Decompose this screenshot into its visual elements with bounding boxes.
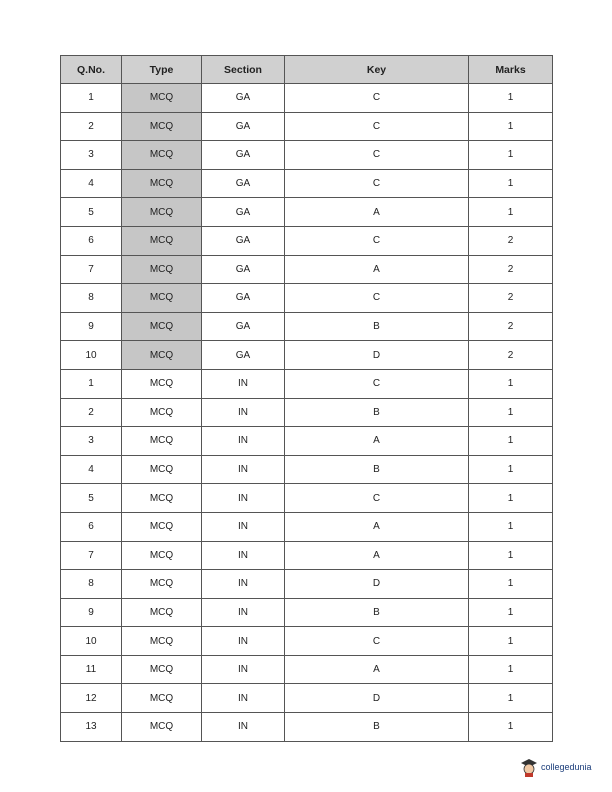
table-row [61, 112, 553, 141]
cell-qno: 11 [61, 655, 122, 684]
table-row [61, 484, 553, 513]
cell-marks: 1 [469, 369, 553, 398]
cell-key: C [285, 169, 469, 198]
cell-marks: 2 [469, 226, 553, 255]
cell-section: GA [202, 312, 285, 341]
table-row [61, 570, 553, 599]
cell-marks: 1 [469, 570, 553, 599]
cell-type: MCQ [122, 226, 202, 255]
cell-key: C [285, 369, 469, 398]
cell-qno: 10 [61, 341, 122, 370]
cell-type: MCQ [122, 369, 202, 398]
cell-section: IN [202, 369, 285, 398]
cell-type: MCQ [122, 512, 202, 541]
cell-section: IN [202, 655, 285, 684]
cell-section: GA [202, 341, 285, 370]
cell-qno: 2 [61, 112, 122, 141]
table-row [61, 427, 553, 456]
cell-qno: 10 [61, 627, 122, 656]
cell-section: IN [202, 455, 285, 484]
cell-section: IN [202, 398, 285, 427]
cell-qno: 3 [61, 141, 122, 170]
cell-section: GA [202, 84, 285, 113]
table-row [61, 684, 553, 713]
table-row [61, 226, 553, 255]
cell-key: D [285, 684, 469, 713]
table-row [61, 598, 553, 627]
cell-type: MCQ [122, 141, 202, 170]
cell-qno: 8 [61, 570, 122, 599]
cell-key: A [285, 255, 469, 284]
cell-qno: 8 [61, 284, 122, 313]
cell-marks: 1 [469, 427, 553, 456]
table-row [61, 255, 553, 284]
cell-qno: 3 [61, 427, 122, 456]
table-row [61, 627, 553, 656]
cell-marks: 1 [469, 627, 553, 656]
cell-type: MCQ [122, 427, 202, 456]
table-row [61, 141, 553, 170]
cell-type: MCQ [122, 255, 202, 284]
cell-marks: 1 [469, 655, 553, 684]
cell-key: C [285, 284, 469, 313]
cell-key: B [285, 598, 469, 627]
cell-section: IN [202, 684, 285, 713]
cell-marks: 2 [469, 284, 553, 313]
cell-type: MCQ [122, 713, 202, 742]
cell-type: MCQ [122, 484, 202, 513]
cell-marks: 2 [469, 255, 553, 284]
cell-section: IN [202, 627, 285, 656]
cell-key: B [285, 312, 469, 341]
cell-type: MCQ [122, 541, 202, 570]
cell-qno: 12 [61, 684, 122, 713]
cell-key: B [285, 398, 469, 427]
table-header-row [61, 56, 553, 84]
cell-key: D [285, 341, 469, 370]
cell-marks: 1 [469, 84, 553, 113]
cell-type: MCQ [122, 198, 202, 227]
header-key: Key [285, 56, 469, 84]
cell-marks: 1 [469, 455, 553, 484]
cell-type: MCQ [122, 84, 202, 113]
table-row [61, 398, 553, 427]
table-row [61, 713, 553, 742]
cell-key: C [285, 484, 469, 513]
cell-marks: 1 [469, 169, 553, 198]
cell-qno: 13 [61, 713, 122, 742]
cell-key: C [285, 84, 469, 113]
cell-key: B [285, 713, 469, 742]
cell-qno: 7 [61, 255, 122, 284]
cell-marks: 1 [469, 112, 553, 141]
cell-key: A [285, 198, 469, 227]
answer-key-table [60, 55, 553, 742]
cell-section: GA [202, 169, 285, 198]
cell-qno: 7 [61, 541, 122, 570]
cell-key: B [285, 455, 469, 484]
cell-key: A [285, 512, 469, 541]
cell-marks: 1 [469, 598, 553, 627]
cell-type: MCQ [122, 627, 202, 656]
header-section: Section [202, 56, 285, 84]
table-row [61, 169, 553, 198]
cell-qno: 6 [61, 512, 122, 541]
cell-type: MCQ [122, 455, 202, 484]
cell-key: C [285, 226, 469, 255]
cell-type: MCQ [122, 312, 202, 341]
cell-marks: 1 [469, 398, 553, 427]
cell-qno: 5 [61, 198, 122, 227]
cell-qno: 1 [61, 84, 122, 113]
header-marks: Marks [469, 56, 553, 84]
cell-section: GA [202, 226, 285, 255]
cell-marks: 1 [469, 512, 553, 541]
cell-type: MCQ [122, 684, 202, 713]
cell-section: GA [202, 141, 285, 170]
table-row [61, 512, 553, 541]
table-row [61, 655, 553, 684]
cell-qno: 9 [61, 312, 122, 341]
header-type: Type [122, 56, 202, 84]
cell-key: C [285, 627, 469, 656]
brand-name: collegedunia [541, 761, 592, 772]
cell-key: D [285, 570, 469, 599]
cell-type: MCQ [122, 398, 202, 427]
cell-marks: 1 [469, 198, 553, 227]
cell-type: MCQ [122, 570, 202, 599]
table-row [61, 455, 553, 484]
table-row [61, 341, 553, 370]
cell-marks: 1 [469, 484, 553, 513]
cell-qno: 6 [61, 226, 122, 255]
cell-key: C [285, 112, 469, 141]
cell-section: GA [202, 112, 285, 141]
cell-qno: 4 [61, 169, 122, 198]
cell-section: GA [202, 255, 285, 284]
cell-type: MCQ [122, 112, 202, 141]
cell-marks: 1 [469, 141, 553, 170]
cell-qno: 4 [61, 455, 122, 484]
cell-qno: 1 [61, 369, 122, 398]
cell-section: IN [202, 598, 285, 627]
cell-section: IN [202, 570, 285, 599]
cell-type: MCQ [122, 169, 202, 198]
cell-section: IN [202, 427, 285, 456]
cell-key: A [285, 427, 469, 456]
cell-key: A [285, 541, 469, 570]
cell-key: C [285, 141, 469, 170]
cell-section: IN [202, 484, 285, 513]
cell-type: MCQ [122, 598, 202, 627]
cell-section: IN [202, 713, 285, 742]
table-row [61, 198, 553, 227]
table-row [61, 284, 553, 313]
cell-section: IN [202, 541, 285, 570]
cell-marks: 1 [469, 541, 553, 570]
cell-qno: 9 [61, 598, 122, 627]
cell-section: GA [202, 284, 285, 313]
cell-qno: 2 [61, 398, 122, 427]
table-row [61, 541, 553, 570]
header-qno: Q.No. [61, 56, 122, 84]
cell-type: MCQ [122, 284, 202, 313]
graduate-mascot-icon [520, 757, 538, 777]
table-row [61, 84, 553, 113]
table-row [61, 312, 553, 341]
cell-marks: 1 [469, 684, 553, 713]
cell-marks: 1 [469, 713, 553, 742]
cell-type: MCQ [122, 655, 202, 684]
cell-key: A [285, 655, 469, 684]
cell-marks: 2 [469, 312, 553, 341]
cell-marks: 2 [469, 341, 553, 370]
cell-section: IN [202, 512, 285, 541]
cell-type: MCQ [122, 341, 202, 370]
collegedunia-logo [520, 757, 592, 777]
table-row [61, 369, 553, 398]
cell-section: GA [202, 198, 285, 227]
cell-qno: 5 [61, 484, 122, 513]
